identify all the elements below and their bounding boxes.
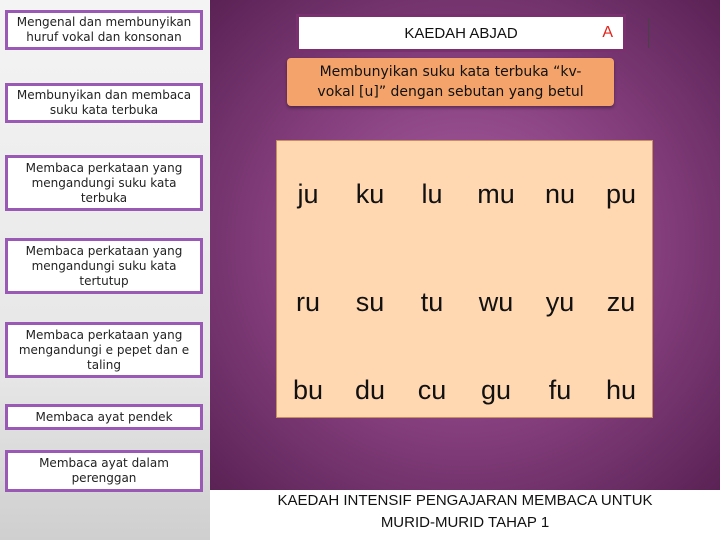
footer-line-2: MURID-MURID TAHAP 1 <box>380 514 550 531</box>
syllable-cell[interactable]: ku <box>355 179 385 209</box>
syllable-cell[interactable]: ju <box>297 179 319 209</box>
sidebar-item-label: Mengenal dan membunyikan huruf vokal dan konsonan <box>16 15 192 44</box>
sidebar-item-open-syllable-words[interactable] <box>5 155 203 211</box>
sidebar-item-paragraph-sentences[interactable] <box>5 450 203 492</box>
syllable-cell[interactable]: ru <box>295 287 320 317</box>
syllable-cell[interactable]: pu <box>605 179 637 209</box>
divider <box>648 18 649 48</box>
syllable-cell[interactable]: bu <box>292 375 324 405</box>
instruction-box <box>287 58 614 106</box>
instruction-line-2: vokal [u]” dengan sebutan yang betul <box>317 84 584 100</box>
sidebar-item-label: Membaca ayat dalam perenggan <box>39 456 169 485</box>
syllable-cell[interactable]: lu <box>421 179 443 209</box>
syllable-cell[interactable]: zu <box>606 287 636 317</box>
syllable-cell[interactable]: wu <box>478 287 514 317</box>
sidebar-item-label: Membaca perkataan yang mengandungi suku kata terbuka <box>25 160 183 205</box>
syllable-cell[interactable]: fu <box>548 375 572 405</box>
sidebar-item-label: Membaca ayat pendek <box>35 409 173 424</box>
sidebar-item-short-sentences[interactable] <box>5 404 203 430</box>
sidebar-item-closed-syllable-words[interactable] <box>5 238 203 294</box>
sidebar-item-label: Membaca perkataan yang mengandungi e pepet dan e taling <box>18 327 190 372</box>
sidebar-item-e-pepet-taling[interactable] <box>5 322 203 378</box>
title-box <box>296 14 626 52</box>
syllable-cell[interactable]: cu <box>417 375 447 405</box>
syllable-cell[interactable]: du <box>354 375 386 405</box>
syllable-cell[interactable]: hu <box>605 375 637 405</box>
footer <box>210 490 720 540</box>
page-title: KAEDAH ABJAD <box>404 25 518 42</box>
syllable-cell[interactable]: mu <box>477 179 515 209</box>
sidebar-item-label: Membaca perkataan yang mengandungi suku kata tertutup <box>25 243 183 288</box>
sidebar-item-label: Membunyikan dan membaca suku kata terbuka <box>16 88 192 117</box>
title-badge: A <box>602 24 613 41</box>
syllable-table <box>276 140 653 418</box>
sidebar-item-open-syllables[interactable] <box>5 83 203 123</box>
instruction-line-1: Membunyikan suku kata terbuka “kv- <box>319 64 582 80</box>
footer-line-1: KAEDAH INTENSIF PENGAJARAN MEMBACA UNTUK <box>277 492 653 509</box>
sidebar-item-vowels-consonants[interactable] <box>5 10 203 50</box>
syllable-cell[interactable]: tu <box>420 287 444 317</box>
syllable-cell[interactable]: gu <box>480 375 512 405</box>
syllable-cell[interactable]: nu <box>544 179 576 209</box>
syllable-cell[interactable]: su <box>355 287 385 317</box>
syllable-cell[interactable]: yu <box>545 287 575 317</box>
